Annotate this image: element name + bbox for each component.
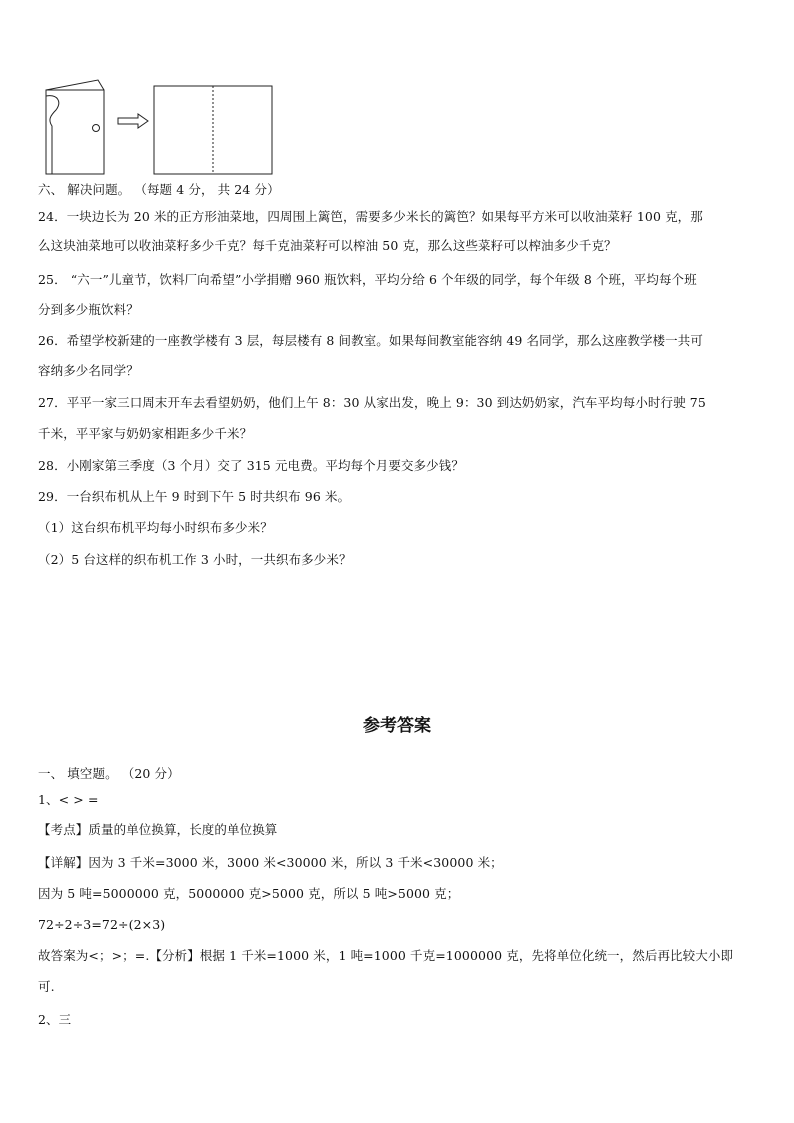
answer-1-line-3: 72÷2÷3=72÷(2×3) [38, 917, 166, 932]
answer-1-analysis-line-1: 故答案为<；>；=.【分析】根据 1 千米=1000 米，1 吨=1000 千克=1000000 克，先将单位化统一，然后再比较大小即 [38, 948, 734, 963]
answer-2: 2、三 [38, 1012, 72, 1027]
question-26-line-1: 26．希望学校新建的一座教学楼有 3 层，每层楼有 8 间教室。如果每间教室能容纳 49 名同学，那么这座教学楼一共可 [38, 333, 703, 348]
answer-1-analysis-line-2: 可. [38, 979, 55, 994]
question-24-line-1: 24．一块边长为 20 米的正方形油菜地，四周围上篱笆，需要多少米长的篱笆？如果每平方米可以收油菜籽 100 克，那 [38, 209, 703, 224]
question-28: 28．小刚家第三季度（3 个月）交了 315 元电费。平均每个月要交多少钱？ [38, 458, 464, 473]
question-29: 29．一台织布机从上午 9 时到下午 5 时共织布 96 米。 [38, 489, 351, 504]
question-29-part-1: （1）这台织布机平均每小时织布多少米？ [38, 520, 273, 535]
unfolded-paper-icon [154, 86, 272, 174]
answers-section-one-heading: 一、 填空题。 （20 分） [38, 766, 180, 781]
answers-title: 参考答案 [363, 716, 431, 736]
folded-paper-icon [46, 80, 104, 174]
question-25-line-1: 25． “六一”儿童节，饮料厂向希望”小学捐赠 960 瓶饮料，平均分给 6 个年级的同学，每个年级 8 个班，平均每个班 [38, 272, 697, 287]
question-26-line-2: 容纳多少名同学？ [38, 363, 139, 378]
question-24-line-2: 么这块油菜地可以收油菜籽多少千克？每千克油菜籽可以榨油 50 克，那么这些菜籽可以榨油多少千克？ [38, 238, 617, 253]
section-six-heading: 六、 解决问题。 （每题 4 分， 共 24 分） [38, 182, 280, 197]
paper-folding-figure [40, 78, 280, 178]
question-25-line-2: 分到多少瓶饮料？ [38, 302, 139, 317]
answer-1: 1、< > = [38, 792, 99, 807]
question-29-part-2: （2）5 台这样的织布机工作 3 小时，一共织布多少米？ [38, 552, 352, 567]
answer-1-kaodian: 【考点】质量的单位换算，长度的单位换算 [38, 822, 278, 837]
right-arrow-icon [118, 114, 148, 128]
question-27-line-1: 27．平平一家三口周末开车去看望奶奶，他们上午 8：30 从家出发，晚上 9：30 到达奶奶家，汽车平均每小时行驶 75 [38, 395, 706, 410]
question-27-line-2: 千米，平平家与奶奶家相距多少千米？ [38, 426, 253, 441]
answer-1-line-2: 因为 5 吨=5000000 克，5000000 克>5000 克，所以 5 吨>5000 克； [38, 886, 460, 901]
answer-1-xiangjie: 【详解】因为 3 千米=3000 米，3000 米<30000 米，所以 3 千米<30000 米； [38, 855, 503, 870]
